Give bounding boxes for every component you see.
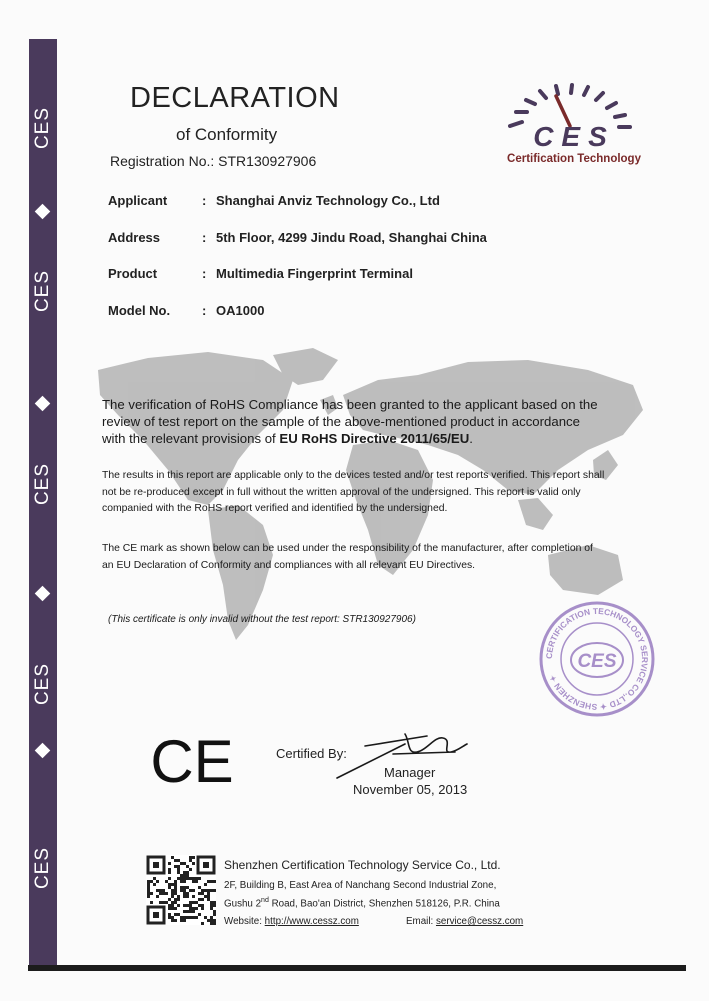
- verification-paragraph: [102, 396, 602, 447]
- period: .: [469, 431, 473, 446]
- directive-text: EU RoHS Directive 2011/65/EU: [279, 431, 470, 446]
- seal-center-text: CES: [577, 651, 617, 672]
- registration-number: STR130927906: [218, 153, 317, 169]
- footer-company-name: Shenzhen Certification Technology Service Co., Ltd.: [224, 858, 501, 872]
- footer-address-line2: [224, 897, 500, 909]
- page-title: DECLARATION: [130, 82, 340, 114]
- sidebar-ces-text: CES: [32, 662, 53, 706]
- ce-mark-logo: [148, 732, 236, 788]
- address-line2-pre: Gushu 2: [224, 898, 262, 910]
- certified-by-label: Certified By:: [276, 746, 347, 761]
- product-value: Multimedia Fingerprint Terminal: [216, 266, 413, 281]
- footer-bar: [28, 965, 686, 971]
- address-value: 5th Floor, 4299 Jindu Road, Shanghai China: [216, 230, 487, 245]
- field-colon: :: [202, 230, 207, 245]
- page-subtitle: of Conformity: [176, 125, 278, 144]
- results-paragraph: The results in this report are applicable only to the devices tested and/or test reports verified. This report shall not be re-produced except in full without the written approval of the undersigned. This report is valid only companied with the RoHS report verified and identified by the undersigned.: [102, 470, 605, 514]
- ces-logo: [488, 82, 660, 168]
- ce-mark-text: CE: [150, 732, 234, 788]
- applicant-value: Shanghai Anviz Technology Co., Ltd: [216, 193, 440, 208]
- sidebar-ces-text: CES: [32, 846, 53, 890]
- seal-ring-text: CERTIFICATION TECHNOLOGY SERVICE CO.,LTD ✦ SHENZHEN ✦: [543, 605, 651, 713]
- product-label: Product: [108, 266, 158, 281]
- footer-address-line1: 2F, Building B, East Area of Nanchang Second Industrial Zone,: [224, 880, 497, 891]
- registration-line: [110, 153, 316, 169]
- invalid-note: (This certificate is only invalid without the test report: STR130927906): [108, 614, 416, 625]
- verification-text: The verification of RoHS Compliance has been granted to the applicant based on the review of test report on the sample of the above-mentioned product in accordance with the relevant provisions of: [102, 397, 598, 446]
- company-seal-stamp: [538, 600, 656, 718]
- model-label: Model No.: [108, 303, 171, 318]
- qr-code: [146, 855, 216, 925]
- logo-letters: CES: [533, 121, 615, 152]
- registration-label: Registration No.:: [110, 153, 215, 169]
- field-colon: :: [202, 193, 207, 208]
- footer-website-line: [224, 916, 359, 927]
- logo-tagline: Certification Technology: [507, 153, 641, 165]
- manager-title: Manager: [384, 765, 436, 780]
- address-line2-sup: nd: [261, 897, 269, 904]
- email-label: Email:: [406, 916, 434, 927]
- sidebar-ces-text: CES: [32, 462, 53, 506]
- applicant-label: Applicant: [108, 193, 168, 208]
- field-colon: :: [202, 266, 207, 281]
- footer-email-line: [406, 916, 523, 927]
- sidebar-ces-text: CES: [32, 269, 53, 313]
- sidebar-ces-text: CES: [32, 106, 53, 150]
- website-label: Website:: [224, 916, 262, 927]
- address-line2-post: Road, Bao'an District, Shenzhen 518126, P.R. China: [268, 898, 500, 910]
- email-link[interactable]: service@cessz.com: [435, 916, 524, 927]
- website-link[interactable]: http://www.cessz.com: [264, 916, 359, 927]
- certificate-date: November 05, 2013: [353, 782, 468, 797]
- address-label: Address: [108, 230, 161, 245]
- model-value: OA1000: [216, 303, 265, 318]
- field-colon: :: [202, 303, 207, 318]
- ce-paragraph: The CE mark as shown below can be used under the responsibility of the manufacturer, after completion of an EU Declaration of Conformity and compliances with all relevant EU Directives.: [102, 543, 593, 571]
